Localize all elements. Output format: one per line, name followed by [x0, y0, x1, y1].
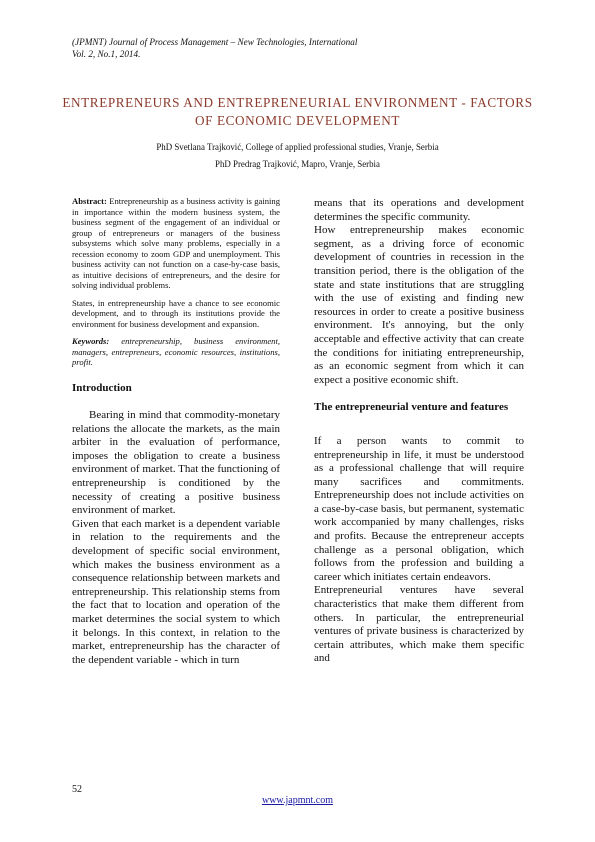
abstract-paragraph-2: States, in entrepreneurship have a chance to see economic development, and to through its institutions provide the environment for business development and expansion.	[72, 297, 280, 329]
journal-volume: Vol. 2, No.1, 2014.	[72, 49, 141, 59]
keywords-text: entrepreneurship, business environment, managers, entrepreneurs, economic resources, institutions, profit.	[72, 336, 280, 367]
journal-url-link[interactable]: www.japmnt.com	[261, 795, 333, 806]
section-heading-venture: The entrepreneurial venture and features	[314, 401, 509, 414]
footer	[0, 795, 595, 806]
right-paragraph-3: If a person wants to commit to entrepreneurship in life, it must be understood as a professional challenge that will require many sacrifices and commitments. Entrepreneurship does not include activities on a case-by-case basis, but permanent, systematic work accompanied by many challenges, risks and profits. Because the entrepreneur accepts challenge as a personal obligation, which follows from the profession and building a career which initiates certain endeavors.	[314, 434, 524, 583]
page-number: 52	[72, 784, 82, 795]
left-column	[72, 196, 280, 667]
right-column	[314, 197, 524, 666]
abstract-text: Entrepreneurship as a business activity is gaining in importance within the modern business system, the business segment of the engagement of an individual or group of entrepreneurs or managers of the business subsystems which solve many problems, especially in a recession economy to zoom GDP and unemployment. This business activity can not function on a case-by-case basis, as intuitive decisions of entrepreneurs, and the desire for solving individual problems.	[72, 196, 280, 290]
abstract	[72, 196, 280, 291]
author-2: PhD Predrag Trajković, Mapro, Vranje, Serbia	[215, 159, 380, 169]
keywords-label: Keywords:	[72, 336, 110, 346]
right-paragraph-2: How entrepreneurship makes economic segment, as a driving force of economic development of countries in recession in the transition period, there is the obligation of the state and state institutions that are struggling with the use of existing and finding new resources in order to create a positive business environment. It's annoying, but the only acceptable and effective activity that can create the conditions for initiating entrepreneurship, as an economic segment from which it can expect a positive economic shift.	[314, 224, 524, 386]
journal-header	[72, 36, 357, 60]
introduction-paragraph-2: Given that each market is a dependent variable in relation to the requirements and the development of specific social environment, which makes the business environment as a consequence relationship between markets and entrepreneurship. This relationship stems from the fact that to location and operation of the market determines the social system to which it belongs. In this context, in relation to the market, entrepreneurship has the character of the dependent variable - which in turn	[72, 517, 280, 666]
abstract-label: Abstract:	[72, 196, 107, 206]
right-paragraph-4: Entrepreneurial ventures have several characteristics that make them different from others. In particular, the entrepreneurial ventures of private business is characterized by certain attributes, which make them specific and	[314, 584, 524, 665]
introduction-paragraph-1: Bearing in mind that commodity-monetary relations the allocate the markets, as the main arbiter in the evaluation of performance, imposes the obligation to create a business environment of market. That the functioning of entrepreneurship is conditioned by the necessity of creating a positive business environment of market.	[72, 409, 280, 517]
right-paragraph-1: means that its operations and development determines the specific community.	[314, 197, 524, 223]
keywords	[72, 336, 280, 368]
introduction-heading: Introduction	[72, 381, 132, 394]
journal-name: (JPMNT) Journal of Process Management – New Technologies, International	[72, 37, 358, 47]
paper-title: ENTREPRENEURS AND ENTREPRENEURIAL ENVIRONMENT - FACTORS OF ECONOMIC DEVELOPMENT	[62, 95, 533, 128]
author-1: PhD Svetlana Trajković, College of applied professional studies, Vranje, Serbia	[156, 142, 439, 152]
